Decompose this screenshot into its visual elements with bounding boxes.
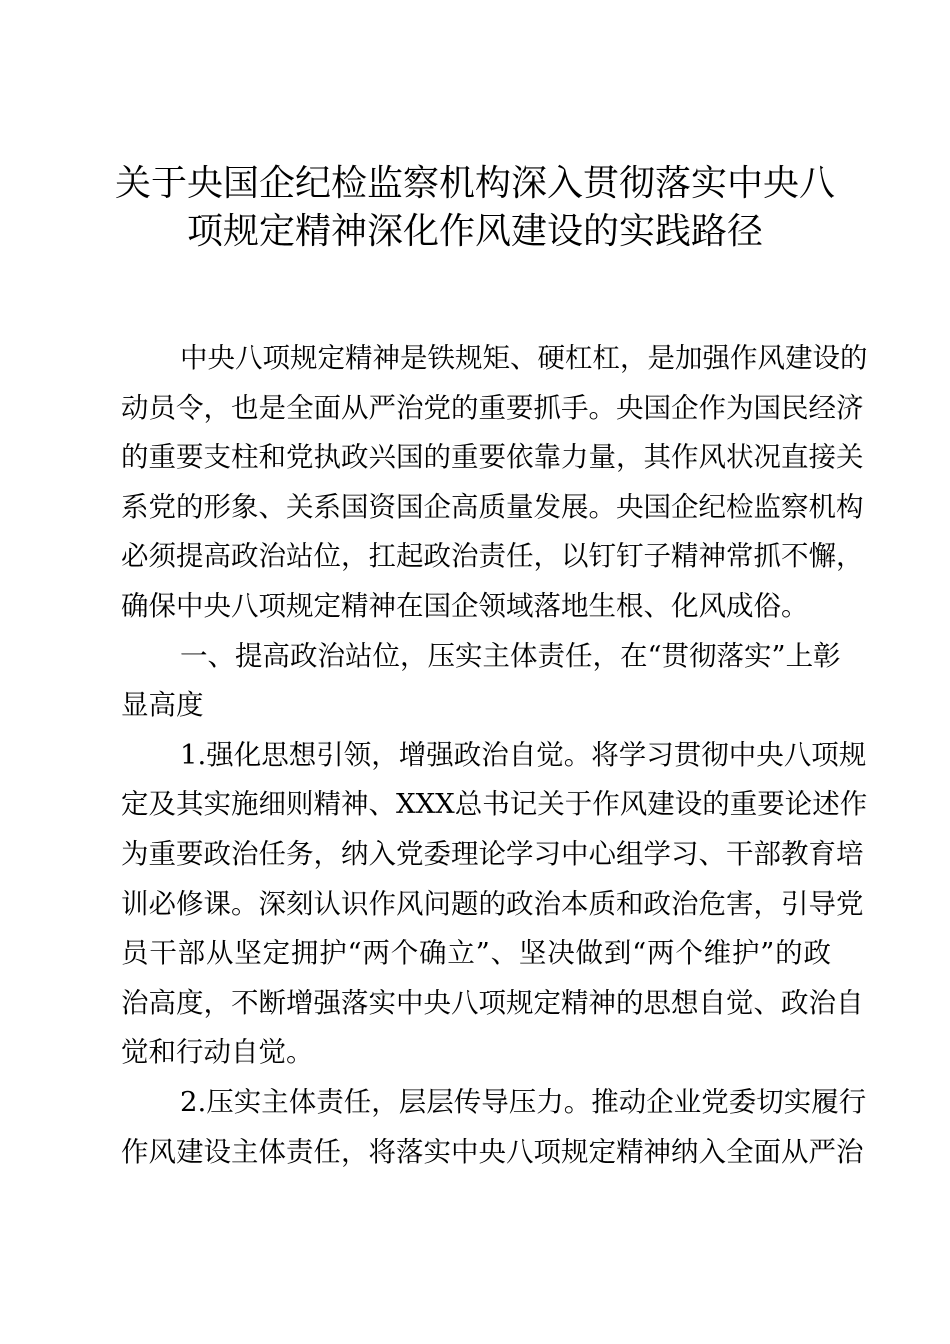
text-line: 一、提高政治站位，压实主体责任，在“贯彻落实”上彰 <box>180 639 841 672</box>
text-line: 显高度 <box>121 689 204 722</box>
text-line: 必须提高政治站位，扛起政治责任，以钉钉子精神常抓不懈， <box>121 540 864 573</box>
text-line: 作风建设主体责任，将落实中央八项规定精神纳入全面从严治 <box>121 1135 864 1168</box>
text-line: 员干部从坚定拥护“两个确立”、坚决做到“两个维护”的政 <box>121 937 831 970</box>
document-title <box>110 160 840 256</box>
text-line: 为重要政治任务，纳入党委理论学习中心组学习、干部教育培 <box>121 837 864 870</box>
text-line: 的重要支柱和党执政兴国的重要依靠力量，其作风状况直接关 <box>121 441 864 474</box>
text-line: 训必修课。深刻认识作风问题的政治本质和政治危害，引导党 <box>121 887 864 920</box>
paragraph-intro <box>121 334 868 632</box>
paragraph-item-2 <box>121 1078 867 1177</box>
text-line: 系党的形象、关系国资国企高质量发展。央国企纪检监察机构 <box>121 490 864 523</box>
text-line: 1.强化思想引领，增强政治自觉。将学习贯彻中央八项规 <box>180 738 867 771</box>
text-line: 治高度，不断增强落实中央八项规定精神的思想自觉、政治自 <box>121 986 864 1019</box>
text-line: 2.压实主体责任，层层传导压力。推动企业党委切实履行 <box>180 1085 867 1118</box>
text-line: 确保中央八项规定精神在国企领域落地生根、化风成俗。 <box>121 589 809 622</box>
title-line: 项规定精神深化作风建设的实践路径 <box>186 211 763 252</box>
section-heading-1 <box>121 632 841 731</box>
text-line: 动员令，也是全面从严治党的重要抓手。央国企作为国民经济 <box>121 391 864 424</box>
title-line: 关于央国企纪检监察机构深入贯彻落实中央八 <box>114 163 835 204</box>
document-body <box>121 334 868 1177</box>
text-line: 觉和行动自觉。 <box>121 1036 314 1069</box>
text-line: 定及其实施细则精神、XXX总书记关于作风建设的重要论述作 <box>121 788 868 821</box>
paragraph-item-1 <box>121 731 868 1078</box>
text-line: 中央八项规定精神是铁规矩、硬杠杠，是加强作风建设的 <box>180 342 868 374</box>
